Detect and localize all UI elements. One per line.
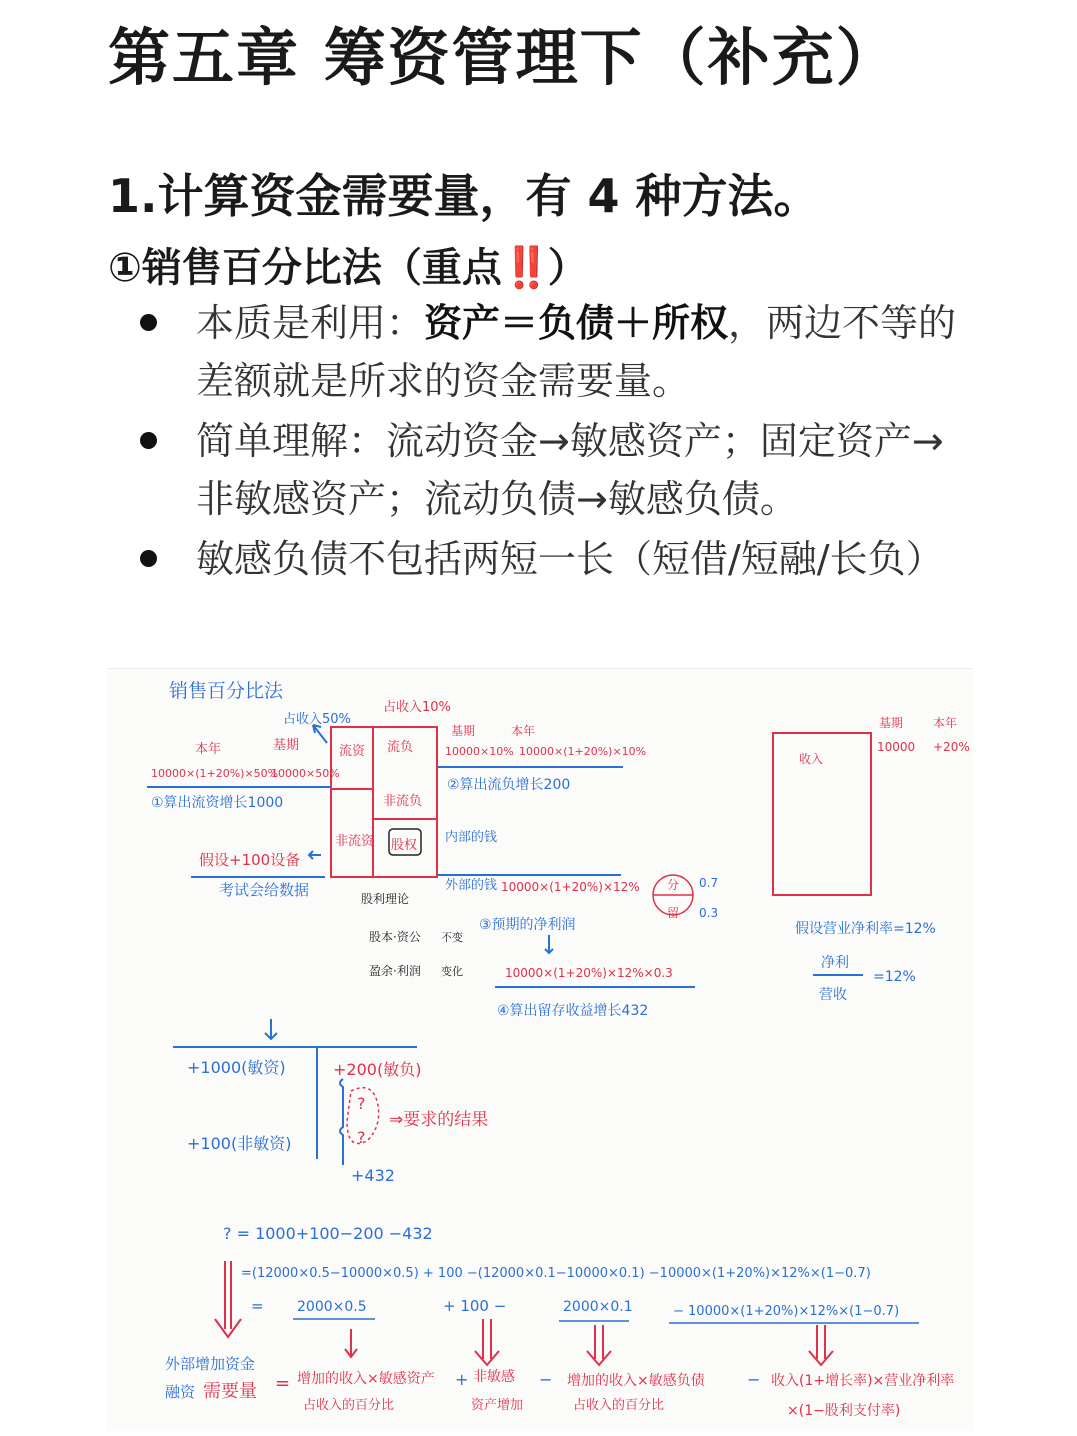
note-f-left1: 外部增加资金 xyxy=(165,1355,256,1373)
note-right-growth: +20% xyxy=(933,740,970,754)
bullet-item xyxy=(0,412,1077,528)
note-f-t4a: 收入(1+增长率)×营业净利率 xyxy=(771,1373,955,1389)
note-t-asset-sens: +1000(敏资) xyxy=(187,1058,286,1077)
note-margin-num: 净利 xyxy=(821,955,849,971)
box-current-liab: 流负 xyxy=(387,740,414,755)
note-f-left3: 需要量 xyxy=(203,1381,257,1402)
bullet-text: 敏感负债不包括两短一长（短借/短融/长负） xyxy=(196,537,944,581)
bullet-text: 本质是利用： xyxy=(196,301,425,345)
note-f-eq: = xyxy=(275,1373,291,1394)
note-f-t4b: ×(1−股利支付率) xyxy=(787,1403,901,1419)
note-margin-assume: 假设营业净利率=12% xyxy=(795,921,936,937)
note-profit-calc: 10000×(1+20%)×12% xyxy=(501,880,640,894)
method-close: ） xyxy=(547,245,588,291)
note-f-minus1: − xyxy=(539,1370,553,1389)
formula-underlines xyxy=(293,1319,919,1323)
box-noncurrent-liab: 非流负 xyxy=(383,794,423,809)
section-title: 1.计算资金需要量，有 4 种方法。 xyxy=(108,169,820,223)
note-right-base-val: 10000 xyxy=(877,740,916,754)
note-f-t3b: 占收入的百分比 xyxy=(573,1398,665,1413)
note-pct50: 占收入50% xyxy=(283,712,351,727)
note-given: 考试会给数据 xyxy=(219,881,310,899)
note-right-rev: 收入 xyxy=(799,752,824,766)
note-theory2-tag: 变化 xyxy=(441,965,463,978)
note-right-cur: 本年 xyxy=(933,716,958,730)
chapter-title: 第五章 筹资管理下（补充） xyxy=(108,21,900,94)
note-eq2: =(12000×0.5−10000×0.5) + 100 −(12000×0.1−10000×0.1) −10000×(1+20%)×12%×(1−0.7) xyxy=(241,1266,871,1281)
bullet-text: ，两边不等的差额就是所求的资金需要量。 xyxy=(196,301,957,403)
note-calc-base-liab: 10000×10% xyxy=(445,745,514,758)
note-retain-share: 留 xyxy=(667,906,680,920)
note-calc-liab: 10000×(1+20%)×10% xyxy=(519,745,647,758)
note-div-share: 分 xyxy=(667,878,680,892)
bullet-item xyxy=(0,530,1077,588)
note-internal: 内部的钱 xyxy=(445,830,498,845)
note-f-minus2: − xyxy=(747,1370,761,1389)
note-ratio-div: 0.7 xyxy=(699,876,719,890)
note-eq1: ? = 1000+100−200 −432 xyxy=(223,1224,433,1243)
box-current-asset: 流资 xyxy=(339,744,366,759)
note-pct10: 占收入10% xyxy=(383,700,451,715)
note-f-t2a: 非敏感 xyxy=(473,1369,515,1385)
note-eq3b: 2000×0.5 xyxy=(297,1299,367,1315)
note-calc-base-asset: 10000×50% xyxy=(271,767,340,780)
method-label: ①销售百分比法（重点 xyxy=(108,245,502,291)
note-f-left2: 融资 xyxy=(165,1383,196,1401)
note-margin-val: =12% xyxy=(873,969,916,985)
note-col-base: 基期 xyxy=(273,738,300,753)
note-calc-asset: 10000×(1+20%)×50% xyxy=(151,767,279,780)
note-ratio-retain: 0.3 xyxy=(699,906,719,920)
note-f-t2b: 资产增加 xyxy=(471,1398,524,1413)
note-eq3e: − 10000×(1+20%)×12%×(1−0.7) xyxy=(673,1304,900,1319)
note-f-plus: + xyxy=(455,1370,469,1389)
note-t-asset-nonsens: +100(非敏资) xyxy=(187,1134,292,1153)
note-t-q1: ? xyxy=(357,1094,366,1113)
note-dividend-theory: 股利理论 xyxy=(361,892,410,906)
note-theory1-tag: 不变 xyxy=(441,931,463,944)
note-eq3c: + 100 − xyxy=(443,1297,507,1315)
note-col-current: 本年 xyxy=(195,742,222,757)
note-t-q2: ? xyxy=(357,1128,366,1147)
box-equity: 股权 xyxy=(391,838,418,853)
note-col-current2: 本年 xyxy=(511,724,536,738)
note-col-base2: 基期 xyxy=(451,724,476,738)
bullet-item xyxy=(0,294,1077,410)
note-theory1: 股本·资公 xyxy=(369,930,421,944)
note-step4: ④算出留存收益增长432 xyxy=(497,1003,649,1019)
note-t-liab: +200(敏负) xyxy=(333,1060,422,1079)
note-eq3d: 2000×0.1 xyxy=(563,1299,633,1315)
note-margin-den: 营收 xyxy=(819,987,847,1003)
note-f-t3a: 增加的收入×敏感负债 xyxy=(567,1373,705,1389)
bullet-bold: 资产＝负债＋所权 xyxy=(424,301,729,345)
note-external: 外部的钱 xyxy=(445,878,498,893)
handwritten-note-image xyxy=(107,668,973,1431)
note-t-result: ⇒要求的结果 xyxy=(389,1110,489,1130)
note-t-retain: +432 xyxy=(351,1166,395,1185)
note-theory2: 盈余·利润 xyxy=(369,964,421,978)
bullet-text: 简单理解：流动资金→敏感资产；固定资产→非敏感资产；流动负债→敏感负债。 xyxy=(196,419,944,521)
note-right-base: 基期 xyxy=(879,716,904,730)
note-step1: ①算出流资增长1000 xyxy=(151,795,284,811)
note-f-t1a: 增加的收入×敏感资产 xyxy=(297,1371,435,1387)
note-step2: ②算出流负增长200 xyxy=(447,777,571,793)
note-eq3a: = xyxy=(251,1297,264,1315)
note-heading: 销售百分比法 xyxy=(169,680,284,702)
note-retain-calc: 10000×(1+20%)×12%×0.3 xyxy=(505,966,673,980)
bullet-list xyxy=(0,294,1077,590)
method-title xyxy=(108,236,588,293)
note-assume100: 假设+100设备 xyxy=(199,851,301,869)
double-exclamation-icon: ‼️ xyxy=(501,245,548,291)
box-noncurrent-asset: 非流资 xyxy=(335,834,375,849)
note-f-t1b: 占收入的百分比 xyxy=(303,1398,395,1413)
note-step3: ③预期的净利润 xyxy=(479,917,576,933)
